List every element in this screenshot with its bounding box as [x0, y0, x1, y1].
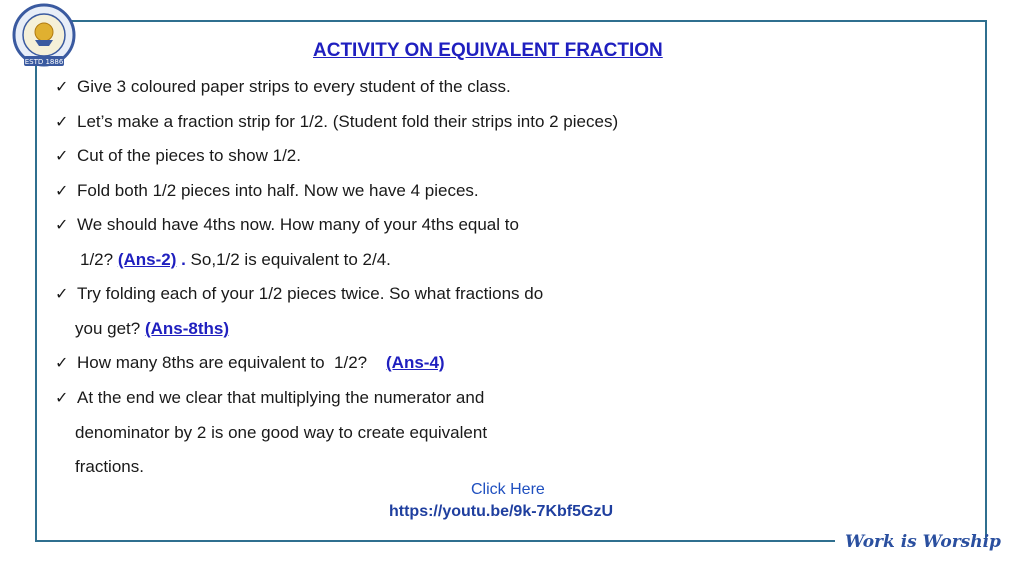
continuation-line-4: [75, 457, 144, 477]
continuation-line-3: [75, 423, 487, 443]
line-text: fractions.: [75, 457, 144, 476]
school-logo: [2, 2, 86, 72]
footer-motto: Work is Worship: [845, 532, 1001, 552]
bullet-item-6: [55, 284, 543, 304]
frame-right-border: [985, 20, 987, 540]
bullet-text: Fold both 1/2 pieces into half. Now we have 4 pieces.: [77, 181, 479, 200]
bullet-text: We should have 4ths now. How many of your 4ths equal to: [77, 215, 519, 234]
continuation-line-1: [80, 250, 391, 270]
check-icon: ✓: [55, 148, 69, 165]
bullet-item-1: [55, 77, 511, 97]
check-icon: ✓: [55, 217, 69, 234]
separator-dot: .: [176, 250, 191, 269]
click-here-link[interactable]: Click Here: [471, 481, 545, 498]
line-text: So,1/2 is equivalent to 2/4.: [190, 250, 391, 269]
answer-text: (Ans-8ths): [144, 319, 230, 338]
check-icon: ✓: [55, 79, 69, 96]
check-icon: ✓: [55, 390, 69, 407]
bullet-item-5: [55, 215, 519, 235]
bullet-text: At the end we clear that multiplying the numerator and: [77, 388, 485, 407]
frame-top-border: [55, 20, 987, 22]
check-icon: ✓: [55, 286, 69, 303]
answer-text: (Ans-2): [117, 250, 177, 269]
bullet-item-4: [55, 181, 479, 201]
check-icon: ✓: [55, 183, 69, 200]
bullet-text: Cut of the pieces to show 1/2.: [77, 146, 301, 165]
bullet-text: Give 3 coloured paper strips to every student of the class.: [77, 77, 511, 96]
bullet-item-3: [55, 146, 301, 166]
bullet-item-8: [55, 388, 484, 408]
video-url-link[interactable]: https://youtu.be/9k-7Kbf5GzU: [389, 503, 614, 520]
page-title: ACTIVITY ON EQUIVALENT FRACTION: [313, 40, 663, 61]
line-text: denominator by 2 is one good way to create equivalent: [75, 423, 488, 442]
continuation-line-2: [75, 319, 229, 339]
bullet-item-7: [55, 353, 445, 373]
svg-text:ESTD 1886: ESTD 1886: [24, 58, 64, 66]
bullet-item-2: [55, 112, 618, 132]
line-text: 1/2?: [80, 250, 118, 269]
frame-left-border: [35, 60, 37, 542]
bullet-text: Try folding each of your 1/2 pieces twice. So what fractions do: [77, 284, 544, 303]
bullet-text: Let’s make a fraction strip for 1/2. (Student fold their strips into 2 pieces): [77, 112, 619, 131]
answer-text: (Ans-4): [386, 353, 445, 372]
bullet-text: How many 8ths are equivalent to 1/2?: [77, 353, 387, 372]
line-text: you get?: [75, 319, 145, 338]
check-icon: ✓: [55, 355, 69, 372]
frame-bottom-border: [35, 540, 835, 542]
check-icon: ✓: [55, 114, 69, 131]
